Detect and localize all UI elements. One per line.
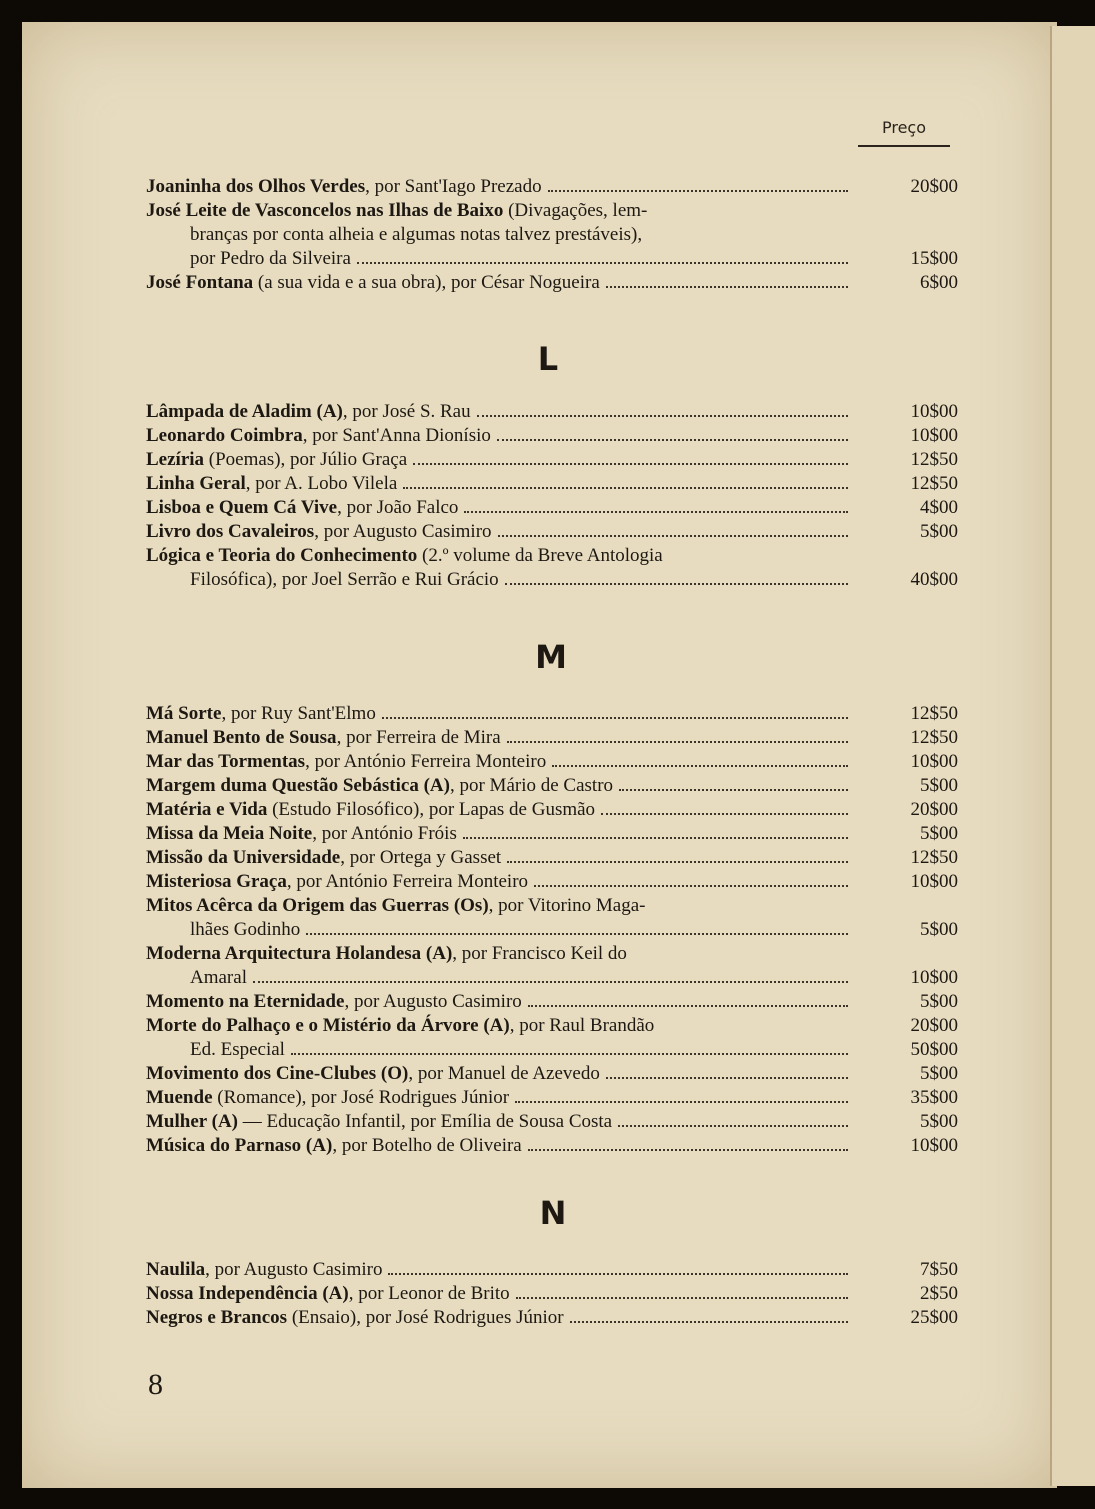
catalog-entry [146, 1014, 958, 1062]
entry-detail: , por Augusto Casimiro [344, 991, 522, 1012]
section-n-list [146, 1258, 958, 1330]
entry-title: Misteriosa Graça [146, 871, 287, 892]
entry-text: (2.º volume da Breve Antologia [417, 545, 663, 566]
entry-text [146, 1086, 515, 1110]
entry-detail: , por João Falco [337, 497, 459, 518]
entry-line [146, 942, 958, 966]
catalog-entry [146, 400, 958, 424]
entry-leader-line [146, 247, 958, 271]
catalog-entry [146, 520, 958, 544]
catalog-entry [146, 496, 958, 520]
entry-leader-line [146, 400, 958, 424]
entry-text [146, 1134, 528, 1158]
entry-title: Moderna Arquitectura Holandesa (A) [146, 943, 453, 964]
entry-detail: , por Ruy Sant'Elmo [221, 703, 376, 724]
entry-detail: (Romance), por José Rodrigues Júnior [212, 1087, 510, 1108]
entry-text: (Divagações, lem- [503, 200, 648, 221]
entry-detail: , por Leonor de Brito [348, 1283, 510, 1304]
entry-leader-line [146, 774, 958, 798]
entry-text [146, 1110, 618, 1134]
entry-price: 5$00 [920, 991, 958, 1012]
catalog-entry [146, 726, 958, 750]
leader-dots [357, 262, 848, 264]
leader-dots [570, 1321, 848, 1323]
leader-dots [619, 789, 848, 791]
entry-price: 20$00 [910, 799, 958, 820]
leader-dots [291, 1053, 848, 1055]
entry-title: Manuel Bento de Sousa [146, 727, 337, 748]
entry-price: 40$00 [910, 569, 958, 590]
entry-title: José Leite de Vasconcelos nas Ilhas de Baixo [146, 200, 504, 221]
catalog-entry [146, 870, 958, 894]
entry-leader-line [146, 846, 958, 870]
entry-line-priced [146, 1014, 958, 1038]
entry-detail: , por A. Lobo Vilela [245, 473, 398, 494]
entry-title: Livro dos Cavaleiros [146, 521, 315, 542]
entry-title: Má Sorte [146, 703, 222, 724]
catalog-entry [146, 1062, 958, 1086]
leader-dots [382, 717, 848, 719]
leader-dots [306, 933, 848, 935]
entry-title: Lezíria [146, 449, 205, 470]
entry-title: Mar das Tormentas [146, 751, 306, 772]
entry-title: Música do Parnaso (A) [146, 1135, 333, 1156]
leader-dots [507, 741, 848, 743]
entry-text [146, 424, 497, 448]
entry-title: José Fontana [146, 272, 254, 293]
entry-leader-line [146, 1110, 958, 1134]
entry-price: 35$00 [910, 1087, 958, 1108]
catalog-entry [146, 774, 958, 798]
catalog-entry [146, 1134, 958, 1158]
entry-price: 12$50 [910, 703, 958, 724]
entry-leader-line [146, 918, 958, 942]
leader-dots [606, 286, 848, 288]
entry-leader-line [146, 990, 958, 1014]
section-letter-n: N [539, 1194, 567, 1232]
entry-detail: (Ensaio), por José Rodrigues Júnior [287, 1307, 564, 1328]
catalog-entry [146, 1282, 958, 1306]
entry-title: Lógica e Teoria do Conhecimento [146, 545, 418, 566]
entry-price: 5$00 [920, 1063, 958, 1084]
entry-text [146, 1306, 570, 1330]
leader-dots [601, 813, 848, 815]
entry-text [146, 822, 463, 846]
entry-price: 5$00 [920, 1111, 958, 1132]
entry-title: Missão da Universidade [146, 847, 341, 868]
entry-detail: — Educação Infantil, por Emília de Sousa Costa [238, 1111, 613, 1132]
entry-price: 12$50 [910, 847, 958, 868]
catalog-entry [146, 822, 958, 846]
entry-title: Lisboa e Quem Cá Vive [146, 497, 338, 518]
catalog-entry [146, 544, 958, 592]
entry-price: 12$50 [910, 473, 958, 494]
entry-title: Morte do Palhaço e o Mistério da Árvore (A) [146, 1015, 510, 1036]
catalog-entry [146, 199, 958, 271]
entry-text [146, 846, 507, 870]
entry-detail: , por Botelho de Oliveira [332, 1135, 522, 1156]
entry-text [146, 1258, 388, 1282]
entry-price: 5$00 [920, 521, 958, 542]
entry-price: 10$00 [910, 425, 958, 446]
catalog-entry [146, 1086, 958, 1110]
entry-detail: , por António Ferreira Monteiro [286, 871, 529, 892]
entry-price: 4$00 [920, 497, 958, 518]
entry-leader-line [146, 1258, 958, 1282]
page-number: 8 [148, 1368, 163, 1401]
leader-dots [507, 861, 848, 863]
section-m-list [146, 702, 958, 1158]
entry-text: , por Vitorino Maga- [488, 895, 646, 916]
entry-text [146, 702, 382, 726]
entry-line [146, 1014, 958, 1038]
leader-dots [498, 535, 848, 537]
entry-detail: , por Augusto Casimiro [205, 1259, 383, 1280]
leader-dots [516, 1297, 848, 1299]
entry-detail: , por António Ferreira Monteiro [305, 751, 547, 772]
entry-text: , por Raul Brandão [509, 1015, 655, 1036]
entry-text [146, 990, 528, 1014]
entry-leader-line [146, 822, 958, 846]
entry-leader-line [146, 448, 958, 472]
catalog-entry [146, 702, 958, 726]
entry-title: Negros e Brancos [146, 1307, 288, 1328]
catalog-entry [146, 271, 958, 295]
entry-price: 10$00 [910, 401, 958, 422]
entry-text [146, 1062, 606, 1086]
entry-text [146, 520, 498, 544]
entry-detail: (a sua vida e a sua obra), por César Nogueira [253, 272, 600, 293]
catalog-entry [146, 942, 958, 990]
entry-leader-line [146, 271, 958, 295]
entry-detail: , por Sant'Iago Prezado [365, 176, 542, 197]
entry-title: Linha Geral [146, 473, 246, 494]
entry-price: 5$00 [920, 919, 958, 940]
entry-detail: , por Mário de Castro [449, 775, 614, 796]
entry-leader-line [146, 1282, 958, 1306]
entry-price: 25$00 [910, 1307, 958, 1328]
leader-dots [388, 1273, 848, 1275]
section-letter-m: M [535, 638, 567, 676]
catalog-entry [146, 1258, 958, 1282]
leader-dots [606, 1077, 848, 1079]
entry-price: 10$00 [910, 751, 958, 772]
leader-dots [528, 1005, 848, 1007]
entry-price: 6$00 [920, 272, 958, 293]
entry-title: Margem duma Questão Sebástica (A) [146, 775, 450, 796]
leader-dots [534, 885, 848, 887]
entry-text [146, 448, 413, 472]
entry-detail: , por Augusto Casimiro [314, 521, 492, 542]
catalog-entry [146, 472, 958, 496]
section-j-list [146, 175, 958, 295]
catalog-entry [146, 990, 958, 1014]
entry-leader-line [146, 424, 958, 448]
entry-leader-line [146, 568, 958, 592]
entry-title: Naulila [146, 1259, 206, 1280]
entry-price: 20$00 [910, 1015, 958, 1036]
leader-dots [618, 1125, 848, 1127]
entry-price: 12$50 [910, 727, 958, 748]
entry-leader-line [146, 726, 958, 750]
catalog-entry [146, 424, 958, 448]
entry-text [146, 870, 534, 894]
leader-dots [528, 1149, 848, 1151]
entry-leader-line [146, 870, 958, 894]
entry-leader-line [146, 520, 958, 544]
catalog-entry [146, 894, 958, 942]
catalog-entry [146, 448, 958, 472]
entry-text [146, 750, 552, 774]
entry-text [146, 774, 619, 798]
leader-dots [515, 1101, 848, 1103]
entry-price: 12$50 [910, 449, 958, 470]
entry-text [146, 726, 507, 750]
entry-text: , por Francisco Keil do [452, 943, 627, 964]
entry-line-continued: branças por conta alheia e algumas notas talvez prestáveis), [190, 224, 643, 245]
entry-title: Lâmpada de Aladim (A) [146, 401, 343, 422]
entry-title: Nossa Independência (A) [146, 1283, 349, 1304]
entry-detail: , por Sant'Anna Dionísio [302, 425, 491, 446]
section-l-list [146, 400, 958, 592]
entry-detail: (Poemas), por Júlio Graça [204, 449, 408, 470]
entry-leader-line [146, 1062, 958, 1086]
catalog-entry [146, 175, 958, 199]
entry-leader-line [146, 702, 958, 726]
entry-price: 5$00 [920, 823, 958, 844]
entry-text [146, 1282, 516, 1306]
catalog-entry [146, 798, 958, 822]
entry-price: 2$50 [920, 1283, 958, 1304]
catalog-entry [146, 1110, 958, 1134]
entry-text [146, 472, 403, 496]
entry-title: Mulher (A) [146, 1111, 238, 1132]
entry-detail: (Estudo Filosófico), por Lapas de Gusmão [267, 799, 596, 820]
entry-detail: , por José S. Rau [342, 401, 471, 422]
entry-text [146, 271, 606, 295]
entry-price: 5$00 [920, 775, 958, 796]
entry-price: 50$00 [910, 1039, 958, 1060]
catalog-entry [146, 750, 958, 774]
entry-text: Amaral [190, 967, 247, 988]
entry-title: Mitos Acêrca da Origem das Guerras (Os) [146, 895, 489, 916]
entry-price: 10$00 [910, 967, 958, 988]
entry-leader-line [146, 175, 958, 199]
entry-leader-line [146, 750, 958, 774]
entry-title: Joaninha dos Olhos Verdes [146, 176, 366, 197]
entry-leader-line [146, 798, 958, 822]
entry-detail: , por Ortega y Gasset [340, 847, 502, 868]
entry-leader-line [146, 1306, 958, 1330]
entry-leader-line [146, 1038, 958, 1062]
entry-title: Momento na Eternidade [146, 991, 345, 1012]
leader-dots [464, 511, 848, 513]
entry-text: por Pedro da Silveira [190, 248, 351, 269]
entry-title: Leonardo Coimbra [146, 425, 303, 446]
next-page-edge [1050, 26, 1095, 1486]
entry-leader-line [146, 472, 958, 496]
entry-detail: , por Ferreira de Mira [336, 727, 501, 748]
entry-text: lhães Godinho [190, 919, 301, 940]
entry-leader-line [146, 966, 958, 990]
entry-detail: , por António Fróis [312, 823, 457, 844]
leader-dots [548, 190, 848, 192]
entry-detail: , por Manuel de Azevedo [408, 1063, 600, 1084]
leader-dots [253, 981, 848, 983]
leader-dots [552, 765, 848, 767]
leader-dots [505, 583, 848, 585]
leader-dots [403, 487, 848, 489]
entry-line [146, 894, 958, 918]
entry-price: 10$00 [910, 871, 958, 892]
catalog-entry [146, 846, 958, 870]
entry-price: 7$50 [920, 1259, 958, 1280]
entry-leader-line [146, 1134, 958, 1158]
entry-title: Muende [146, 1087, 213, 1108]
entry-text: Ed. Especial [190, 1039, 285, 1060]
entry-price: 10$00 [910, 1135, 958, 1156]
leader-dots [413, 463, 848, 465]
entry-line [146, 199, 958, 223]
section-letter-l: L [537, 340, 559, 378]
entry-price: 15$00 [910, 248, 958, 269]
entry-text [146, 798, 601, 822]
entry-text [146, 400, 477, 424]
entry-title: Missa da Meia Noite [146, 823, 313, 844]
entry-text [146, 496, 464, 520]
entry-title: Movimento dos Cine-Clubes (O) [146, 1063, 409, 1084]
entry-price: 20$00 [910, 176, 958, 197]
entry-text [146, 175, 548, 199]
entry-leader-line [146, 1086, 958, 1110]
leader-dots [463, 837, 848, 839]
leader-dots [477, 415, 848, 417]
leader-dots [497, 439, 848, 441]
entry-text: Filosófica), por Joel Serrão e Rui Grácio [190, 569, 499, 590]
entry-leader-line [146, 496, 958, 520]
entry-title: Matéria e Vida [146, 799, 268, 820]
catalog-entry [146, 1306, 958, 1330]
price-column-header: Preço [858, 118, 950, 147]
entry-line [146, 544, 958, 568]
